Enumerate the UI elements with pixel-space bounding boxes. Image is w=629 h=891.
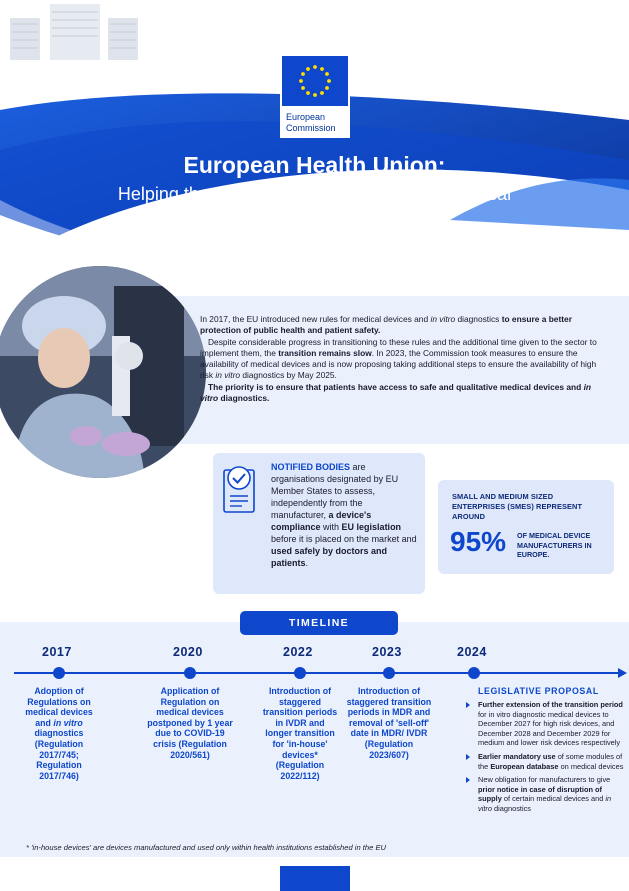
subtitle-line-1: Helping the transition to the new rules on medical <box>117 184 512 204</box>
list-item: New obligation for manufacturers to give prior notice in case of disruption of supply of certain medical devices and in vitro diagnostics <box>466 775 626 813</box>
intro-paragraph-2: Despite considerable progress in transitioning to these rules and the additional time given to the sector to implement them, the transition remains slow. In 2023, the Commission took measures to ensure the availability of medical devices and is now proposing taking additional steps to ensure the availability of high risk in vitro diagnostics by May 2025. <box>200 337 597 380</box>
eu-flag-icon <box>282 56 348 106</box>
intro-paragraph-1: In 2017, the EU introduced new rules for medical devices and in vitro diagnostics to ensure a better protection of public health and patient safety. <box>200 314 572 335</box>
timeline-dot-2022 <box>294 667 306 679</box>
timeline-dot-2023 <box>383 667 395 679</box>
year-2022: 2022 <box>283 645 313 659</box>
notified-bodies-text: NOTIFIED BODIES are organisations designated by EU Member States to assess, independently from the manufacturer, a device's compliance with EU legislation before it is placed on the market and used safely by doctors and patients. <box>271 462 417 568</box>
sme-description: OF MEDICAL DEVICE MANUFACTURERS IN EUROPE. <box>517 531 592 559</box>
sme-heading: SMALL AND MEDIUM SIZED ENTERPRISES (SMES) REPRESENT AROUND <box>452 492 583 521</box>
timeline-dot-2020 <box>184 667 196 679</box>
hero-banner <box>0 0 629 280</box>
page-title: European Health Union: <box>183 152 446 178</box>
list-item: Further extension of the transition period for in vitro diagnostic medical devices to December 2027 for high risk devices, and December 2028 and December 2029 for medium and lower risk devices respectively <box>466 700 626 748</box>
timeline-label: TIMELINE <box>240 611 398 635</box>
year-2024: 2024 <box>457 645 487 659</box>
year-2020: 2020 <box>173 645 203 659</box>
subtitle-italic: in vitro <box>291 208 345 228</box>
european-commission-logo <box>280 54 350 138</box>
footnote: * 'in-house devices' are devices manufactured and used only within health institutions established in the EU <box>26 843 387 852</box>
berlaymont-building-icon <box>0 0 150 60</box>
intro-paragraph-3: The priority is to ensure that patients have access to safe and qualitative medical devices and in vitro diagnostics. <box>200 382 592 403</box>
intro-text <box>200 314 602 405</box>
legislative-proposal-heading: LEGISLATIVE PROPOSAL <box>478 686 599 696</box>
logo-line-european: European <box>286 112 326 122</box>
event-2022: Introduction of staggered transition periods in IVDR and longer transition for 'in-house' devices* (Regulation 2022/112) <box>262 686 338 781</box>
year-2017: 2017 <box>42 645 72 659</box>
subtitle-line-2-end: diagnostics <box>344 208 440 228</box>
page-subtitle <box>60 182 569 230</box>
certified-document-icon <box>218 460 262 516</box>
event-2023: Introduction of staggered transition periods in MDR and removal of 'sell-off' date in MDR/ IVDR (Regulation 2023/607) <box>346 686 432 760</box>
sme-percentage: 95% <box>450 526 507 557</box>
list-item: Earlier mandatory use of some modules of the European database on medical devices <box>466 752 626 771</box>
timeline-arrow-icon <box>618 668 627 678</box>
event-2017: Adoption of Regulations on medical devices and in vitro diagnostics (Regulation 2017/745; Regulation 2017/746) <box>25 686 93 781</box>
year-2023: 2023 <box>372 645 402 659</box>
logo-line-commission: Commission <box>286 123 336 133</box>
event-2020: Application of Regulation on medical devices postponed by 1 year due to COVID-19 crisis (Regulation 2020/561) <box>147 686 233 760</box>
timeline-dot-2017 <box>53 667 65 679</box>
bottom-blue-tab <box>280 866 350 891</box>
subtitle-line-2: devices and <box>189 208 291 228</box>
lab-scientist-photo <box>0 266 206 478</box>
legislative-proposal-list <box>466 700 626 818</box>
timeline-dot-2024 <box>468 667 480 679</box>
